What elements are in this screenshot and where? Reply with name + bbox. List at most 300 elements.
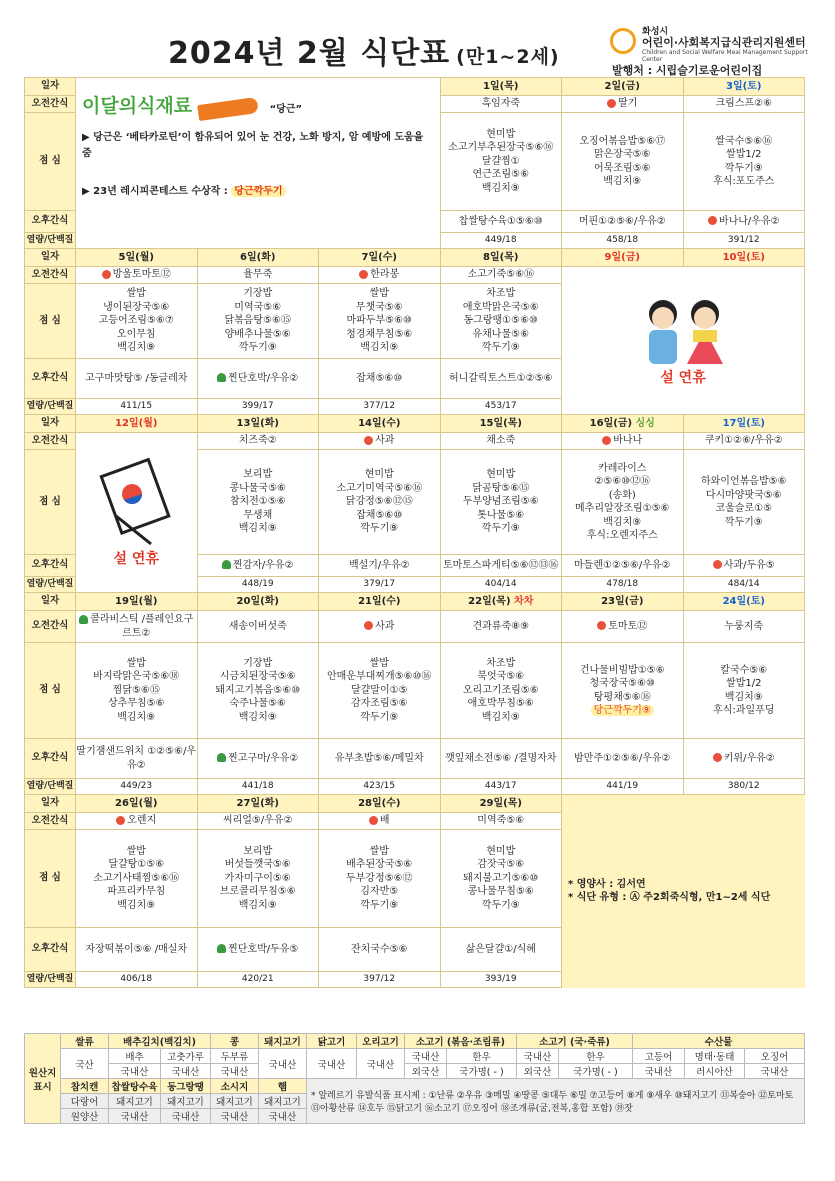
cell-text: 쌀밥	[369, 288, 389, 300]
cell-text: 후식:오렌지주스	[586, 530, 658, 541]
cell-text: 콜라비스틱 /플레인요구르트②	[90, 614, 194, 639]
cell-text: 백김치⑨	[238, 711, 277, 723]
table-cell: 돼지고기	[259, 1094, 307, 1109]
cell-text: 찐고구마/우유②	[228, 752, 299, 764]
table-cell	[197, 928, 319, 972]
table-cell: 참치캔	[61, 1079, 109, 1094]
cell-text: 배	[379, 815, 390, 827]
smile-logo-icon	[610, 28, 636, 54]
cell-text: 보리밥	[243, 469, 273, 481]
table-cell: 오리고기	[357, 1034, 405, 1049]
table-cell: 마들렌①②⑤⑥/우유②	[562, 555, 684, 577]
table-cell	[440, 593, 562, 611]
cell-text: 백김치⑨	[238, 899, 277, 911]
origin-table	[24, 1033, 805, 1124]
cell-text: 감잣국⑤⑥	[477, 859, 525, 871]
table-cell: 점 심	[25, 450, 76, 555]
table-cell: 24일(토)	[683, 593, 805, 611]
table-cell: 국내산	[517, 1049, 559, 1064]
cell-text: 찐단호박/두유⑤	[228, 943, 299, 955]
cell-text: 쌀밥	[126, 845, 146, 857]
table-cell	[197, 830, 319, 928]
table-cell: 29일(목)	[440, 795, 562, 813]
cell-text: 양배추나물⑤⑥	[224, 328, 291, 340]
cell-text: 바지락맑은국⑤⑥⑱	[93, 671, 180, 683]
cell-text: 찐단호박/우유②	[228, 372, 299, 384]
table-cell	[197, 739, 319, 779]
cell-text: 오리고기조림⑤⑥	[462, 684, 539, 696]
table-cell: 26일(월)	[76, 795, 198, 813]
table-cell: 오후간식	[25, 359, 76, 399]
table-cell: 잔치국수⑤⑥	[319, 928, 441, 972]
cell-text: 달걀말이①⑤	[350, 684, 408, 696]
table-cell: 13일(화)	[197, 415, 319, 433]
cell-text: 무챗국⑤⑥	[355, 301, 403, 313]
table-cell: 449/18	[440, 233, 562, 249]
table-cell: 열량/단백질	[25, 972, 76, 988]
table-cell	[197, 359, 319, 399]
tree-icon	[217, 373, 226, 382]
table-cell: 397/12	[319, 972, 441, 988]
cell-text: 쌀밥1/2	[726, 678, 762, 689]
table-cell: 28일(수)	[319, 795, 441, 813]
table-cell: 27일(화)	[197, 795, 319, 813]
table-cell: 점 심	[25, 643, 76, 739]
table-cell: 오전간식	[25, 96, 76, 113]
table-cell: 오전간식	[25, 433, 76, 450]
table-cell	[683, 450, 805, 555]
cell-text: 돼지고기볶음⑤⑥⑩	[215, 684, 301, 696]
cell-text: 다시마양팟국⑤⑥	[705, 489, 782, 501]
cell-text: 고등어조림⑤⑥⑦	[98, 315, 174, 327]
cell-text: 깍두기⑨	[481, 342, 520, 354]
table-cell: 소고기죽⑤⑥⑯	[440, 267, 562, 284]
cell-text: 2024년 2월 식단표	[168, 36, 451, 71]
cell-text: 백김치⑨	[603, 516, 642, 528]
table-cell	[562, 450, 684, 555]
cell-text: 화성시	[642, 27, 669, 37]
table-cell	[76, 284, 198, 359]
table-cell: 420/21	[197, 972, 319, 988]
table-cell: 딸기잼샌드위치 ①②⑤⑥/우유②	[76, 739, 198, 779]
cell-text: 애호박무침⑤⑥	[467, 698, 534, 710]
table-cell: 393/19	[440, 972, 562, 988]
cell-text: 사과	[375, 620, 395, 632]
table-cell	[319, 643, 441, 739]
table-cell: 열량/단백질	[25, 779, 76, 795]
cell-text: 방울토마토⑫	[112, 269, 171, 281]
table-cell: 국가명( - )	[447, 1064, 517, 1079]
table-cell: 1일(목)	[440, 78, 562, 96]
cell-text: 청국장국⑤⑥⑩	[589, 678, 656, 689]
table-cell: 한우	[559, 1049, 633, 1064]
table-cell: 오후간식	[25, 555, 76, 577]
table-cell: 쌀류	[61, 1034, 109, 1049]
cell-text: 당근깍두기	[231, 186, 285, 197]
cell-text: 닭볶음탕⑤⑥⑮	[224, 315, 292, 327]
table-cell	[197, 450, 319, 555]
cell-text: 키위/우유②	[723, 752, 775, 764]
table-cell: 유부초밥⑤⑥/메밀차	[319, 739, 441, 779]
table-cell: 오후간식	[25, 211, 76, 233]
cell-text: 한라봉	[370, 269, 400, 281]
hanbok-children-icon	[623, 294, 743, 369]
table-cell: 441/18	[197, 779, 319, 795]
cell-text: 가자미구이⑤⑥	[224, 872, 291, 884]
cell-text: 깍두기⑨	[481, 523, 520, 535]
table-cell: 열량/단백질	[25, 233, 76, 249]
table-cell: 외국산	[517, 1064, 559, 1079]
cell-text: Children and Social Welfare Meal Management Support Center	[642, 49, 808, 63]
table-cell	[319, 284, 441, 359]
cell-text: 애호박맑은국⑤⑥	[462, 301, 539, 313]
table-cell: 돼지고기	[259, 1034, 307, 1049]
table-cell: 411/15	[76, 399, 198, 415]
cell-text: 깍두기⑨	[724, 162, 763, 174]
table-cell: 씨리얼⑤/우유②	[197, 813, 319, 830]
cell-text: 오징어볶음밥⑤⑥⑰	[579, 135, 666, 147]
cell-text: 닭강정⑤⑥⑫⑮	[345, 496, 413, 508]
table-cell: 399/17	[197, 399, 319, 415]
holiday-cell	[562, 267, 805, 415]
cell-text: 메추리알장조림①⑤⑥	[575, 503, 670, 514]
cell-text: 사과	[375, 435, 395, 447]
table-cell: 일자	[25, 415, 76, 433]
table-cell: 15일(목)	[440, 415, 562, 433]
cell-text: 안매운부대찌개⑤⑥⑩⑯	[327, 671, 432, 683]
table-cell: 21일(수)	[319, 593, 441, 611]
table-cell: 오전간식	[25, 611, 76, 643]
table-cell	[562, 415, 684, 433]
table-cell	[319, 813, 441, 830]
table-cell: 국내산	[211, 1064, 259, 1079]
cell-text: * 식단 유형 : Ⓐ 주2회죽식형, 만1~2세 식단	[568, 892, 771, 904]
cell-text: 백김치⑨	[117, 899, 156, 911]
publisher: 발행처 : 시립슬기로운어린이집	[612, 64, 763, 77]
table-cell: 외국산	[405, 1064, 447, 1079]
cell-text: 연근조림⑤⑥	[472, 169, 530, 181]
table-cell	[319, 433, 441, 450]
cell-text: 현미밥	[486, 845, 516, 857]
page-title	[168, 28, 560, 72]
cell-text: 브로콜리무침⑤⑥	[219, 886, 296, 898]
cell-text: 두부강정⑤⑥⑫	[345, 872, 413, 884]
cell-text: 쌀밥	[369, 845, 389, 857]
table-cell: 소시지	[211, 1079, 259, 1094]
cell-text: 현미밥	[486, 128, 516, 140]
table-cell: 국내산	[357, 1049, 405, 1079]
yut-game-icon	[96, 456, 176, 546]
table-cell: 14일(수)	[319, 415, 441, 433]
cell-text: 쌀밥	[126, 657, 146, 669]
table-cell: 한우	[447, 1049, 517, 1064]
table-cell: 오전간식	[25, 813, 76, 830]
table-cell: 찹쌀탕수육①⑤⑥⑩	[440, 211, 562, 233]
table-cell: 449/23	[76, 779, 198, 795]
table-cell: 448/19	[197, 577, 319, 593]
cell-text: 깍두기⑨	[481, 899, 520, 911]
cell-text: 기장밥	[243, 657, 273, 669]
cell-text: 싱싱	[635, 417, 655, 429]
table-cell	[562, 611, 684, 643]
cell-text: 닭곰탕⑤⑥⑮	[472, 482, 530, 494]
table-cell: 원산지 표시	[25, 1034, 61, 1124]
cell-text: 후식:과일푸딩	[713, 705, 775, 716]
table-cell: 배추김치(백김치)	[109, 1034, 211, 1049]
table-cell	[562, 433, 684, 450]
cell-text: 참치전①⑤⑥	[229, 496, 286, 508]
cell-text: 오이무침	[116, 328, 156, 340]
table-cell: 소고기 (국·죽류)	[517, 1034, 633, 1049]
table-cell: 누룽지죽	[683, 611, 805, 643]
cell-text: 깍두기⑨	[360, 711, 399, 723]
cell-text: 백김치⑨	[360, 342, 399, 354]
carrot-icon	[197, 97, 259, 121]
table-cell: 오전간식	[25, 267, 76, 284]
cell-text: 파프리카무침	[107, 886, 166, 898]
table-cell: 고구마맛탕⑤ /동글레차	[76, 359, 198, 399]
table-cell	[683, 555, 805, 577]
table-cell: 점 심	[25, 830, 76, 928]
cell-text: 기장밥	[243, 288, 273, 300]
cell-text: 백김치⑨	[481, 711, 520, 723]
holiday-cell-2	[76, 433, 198, 593]
cell-text: 숙주나물⑤⑥	[229, 698, 287, 710]
table-cell: 배추	[109, 1049, 161, 1064]
cell-text: 건나물비빔밥①⑤⑥	[579, 664, 665, 676]
table-cell	[562, 96, 684, 113]
table-cell: 다랑어	[61, 1094, 109, 1109]
cell-text: 백김치⑨	[117, 711, 156, 723]
cell-text: 콩나물국⑤⑥	[229, 482, 287, 494]
table-cell: 404/14	[440, 577, 562, 593]
cell-text: 설 연휴	[660, 369, 706, 386]
table-cell: 허니갈릭토스트①②⑤⑥	[440, 359, 562, 399]
table-cell	[440, 830, 562, 928]
table-cell: 점 심	[25, 284, 76, 359]
cell-text: 쌀국수⑤⑥⑯	[715, 135, 773, 147]
cell-text: 잡채⑤⑥⑩	[356, 509, 403, 521]
cell-text: 북엇국⑤⑥	[477, 671, 525, 683]
table-cell: 채소죽	[440, 433, 562, 450]
table-cell	[562, 113, 684, 211]
table-cell: 견과류죽⑧⑨	[440, 611, 562, 643]
table-cell: 391/12	[683, 233, 805, 249]
table-cell: 콩	[211, 1034, 259, 1049]
table-cell	[76, 267, 198, 284]
cell-text: 깍두기⑨	[360, 899, 399, 911]
org-logo	[610, 22, 825, 62]
cell-text: 톳나물⑤⑥	[477, 509, 525, 521]
cell-text: 시금치된장국⑤⑥	[219, 671, 296, 683]
table-cell: 두부류	[211, 1049, 259, 1064]
table-cell: 국내산	[109, 1064, 161, 1079]
cell-text: 카레라이스	[598, 462, 647, 474]
table-cell	[440, 450, 562, 555]
cell-text: 어묵조림⑤⑥	[593, 162, 651, 174]
table-cell: 율무죽	[197, 267, 319, 284]
table-cell: 토마토스파게티⑤⑥⑫⑬⑯	[440, 555, 562, 577]
table-cell	[197, 284, 319, 359]
cell-text: 냉이된장국⑤⑥	[103, 301, 170, 313]
cell-text: 백김치⑨	[724, 691, 763, 703]
table-cell	[197, 643, 319, 739]
cell-text: 딸기	[618, 98, 638, 110]
table-cell: 백설기/우유②	[319, 555, 441, 577]
table-cell: 햄	[259, 1079, 307, 1094]
cell-text: 청경채무침⑤⑥	[346, 328, 413, 340]
cell-text: 콩나물무침⑤⑥	[467, 886, 534, 898]
cell-text: 쌀밥	[126, 288, 146, 300]
cell-text: 당근깍두기⑨	[591, 705, 654, 716]
table-cell: 닭고기	[307, 1034, 357, 1049]
cell-text: 현미밥	[486, 469, 516, 481]
table-cell: 국내산	[259, 1049, 307, 1079]
cell-text: 소고기부추된장국⑤⑥⑯	[448, 142, 554, 154]
cell-text: 16일(금)	[589, 417, 633, 429]
table-cell: 484/14	[683, 577, 805, 593]
table-cell: 흑임자죽	[440, 96, 562, 113]
table-cell: 치즈죽②	[197, 433, 319, 450]
table-cell: 12일(월)	[76, 415, 198, 433]
cell-text: 버섯들깻국⑤⑥	[224, 859, 291, 871]
cell-text: 달걀찜①	[481, 155, 520, 167]
cell-text: 배추된장국⑤⑥	[346, 859, 413, 871]
cell-text: 바나나	[613, 435, 643, 447]
ingredient-desc: ▶ 당근은 ‘베타카로틴’이 함유되어 있어 눈 건강, 노화 방지, 암 예방에 도움을 줌	[82, 131, 424, 159]
cell-text: 설 연휴	[113, 551, 159, 568]
cell-text: 깍두기⑨	[360, 523, 399, 535]
table-cell: 국내산	[633, 1064, 685, 1079]
table-cell: 돼지고기	[161, 1094, 211, 1109]
table-cell: 8일(목)	[440, 249, 562, 267]
cell-text: 토마토⑫	[608, 620, 648, 632]
cell-text: 유채나물⑤⑥	[472, 328, 530, 340]
cell-text: “당근”	[269, 104, 303, 115]
table-cell: 478/18	[562, 577, 684, 593]
cell-text: 맑은장국⑤⑥	[593, 149, 651, 160]
table-cell: 돼지고기	[109, 1094, 161, 1109]
table-cell: 잡채⑤⑥⑩	[319, 359, 441, 399]
table-cell: 고춧가루	[161, 1049, 211, 1064]
cell-text: 백김치⑨	[238, 523, 277, 535]
table-cell: 19일(월)	[76, 593, 198, 611]
monthly-ingredient	[76, 78, 441, 249]
table-cell: 379/17	[319, 577, 441, 593]
table-cell: 10일(토)	[683, 249, 805, 267]
table-cell: 자장떡볶이⑤⑥ /매실차	[76, 928, 198, 972]
table-cell: 7일(수)	[319, 249, 441, 267]
table-cell: 국내산	[161, 1064, 211, 1079]
table-cell: 380/12	[683, 779, 805, 795]
table-cell: 원양산	[61, 1109, 109, 1124]
table-cell: 쿠키①②⑥/우유②	[683, 433, 805, 450]
cell-text: 차조밥	[486, 288, 516, 300]
cell-text: 두부양념조림⑤⑥	[462, 496, 539, 508]
cell-text: 바나나/우유②	[718, 215, 780, 227]
cell-text: 현미밥	[364, 469, 394, 481]
cell-text: * 영양사 : 김서연	[568, 878, 646, 890]
table-cell	[440, 284, 562, 359]
cell-text: (만1~2세)	[456, 46, 560, 68]
table-cell: 동그랑땡	[161, 1079, 211, 1094]
cell-text: 감자조림⑤⑥	[350, 698, 408, 710]
menu-table	[24, 77, 805, 988]
cell-text: 칼국수⑤⑥	[720, 664, 768, 676]
table-cell: 2일(금)	[562, 78, 684, 96]
cell-text: 사과/두유⑤	[723, 559, 775, 571]
cell-text: ②⑤⑥⑩⑫⑯	[594, 476, 651, 487]
table-cell: 5일(월)	[76, 249, 198, 267]
table-cell: 국산	[61, 1049, 109, 1079]
table-cell: 443/17	[440, 779, 562, 795]
table-cell: 명태·동태	[685, 1049, 745, 1064]
table-cell: 일자	[25, 795, 76, 813]
cell-text: 22일(목)	[468, 595, 511, 607]
table-cell	[683, 211, 805, 233]
table-cell	[76, 813, 198, 830]
table-cell	[440, 643, 562, 739]
cell-text: 돼지불고기⑤⑥⑩	[463, 872, 539, 884]
cell-text: 쌀밥1/2	[726, 149, 762, 160]
table-cell: 406/18	[76, 972, 198, 988]
table-cell	[319, 450, 441, 555]
apple-icon	[607, 99, 616, 108]
table-cell: 밤만주①②⑤⑥/우유②	[562, 739, 684, 779]
table-cell: 돼지고기	[211, 1094, 259, 1109]
table-cell: 국내산	[109, 1109, 161, 1124]
cell-text: 오렌지	[127, 815, 157, 827]
table-cell: 오후간식	[25, 739, 76, 779]
table-cell: 국내산	[307, 1049, 357, 1079]
table-cell: 오징어	[745, 1049, 805, 1064]
cell-text: 차차	[514, 595, 534, 607]
cell-text: 무생채	[243, 509, 273, 521]
table-cell: 국내산	[259, 1109, 307, 1124]
cell-text: 깍두기⑨	[238, 342, 277, 354]
table-cell	[683, 643, 805, 739]
table-cell: 458/18	[562, 233, 684, 249]
table-cell: 찹쌀탕수육	[109, 1079, 161, 1094]
cell-text: 달걀탕①⑤⑥	[108, 859, 165, 871]
table-cell: 일자	[25, 249, 76, 267]
table-cell: 일자	[25, 593, 76, 611]
table-cell: 국내산	[161, 1109, 211, 1124]
table-cell: 9일(금)	[562, 249, 684, 267]
cell-text: 차조밥	[486, 657, 516, 669]
cell-text: 후식:포도주스	[713, 176, 775, 187]
table-cell: 453/17	[440, 399, 562, 415]
table-cell: 새송이버섯죽	[197, 611, 319, 643]
table-cell	[76, 830, 198, 928]
cell-text: 어린이·사회복지급식관리지원센터	[642, 36, 806, 49]
cell-text: 백김치⑨	[603, 176, 642, 187]
table-cell	[319, 267, 441, 284]
table-cell	[683, 739, 805, 779]
table-cell: 국내산	[211, 1109, 259, 1124]
award-line	[82, 184, 434, 200]
table-cell: 소고기 (볶음·조림류)	[405, 1034, 517, 1049]
table-cell: 국가명( - )	[559, 1064, 633, 1079]
table-cell	[197, 555, 319, 577]
ingredient-title: 이달의식재료	[82, 95, 193, 117]
table-cell: 국내산	[745, 1064, 805, 1079]
table-cell: 열량/단백질	[25, 577, 76, 593]
table-cell: 오후간식	[25, 928, 76, 972]
cell-text: 소고기미역국⑤⑥⑯	[336, 482, 423, 494]
table-cell: 열량/단백질	[25, 399, 76, 415]
table-cell	[76, 611, 198, 643]
